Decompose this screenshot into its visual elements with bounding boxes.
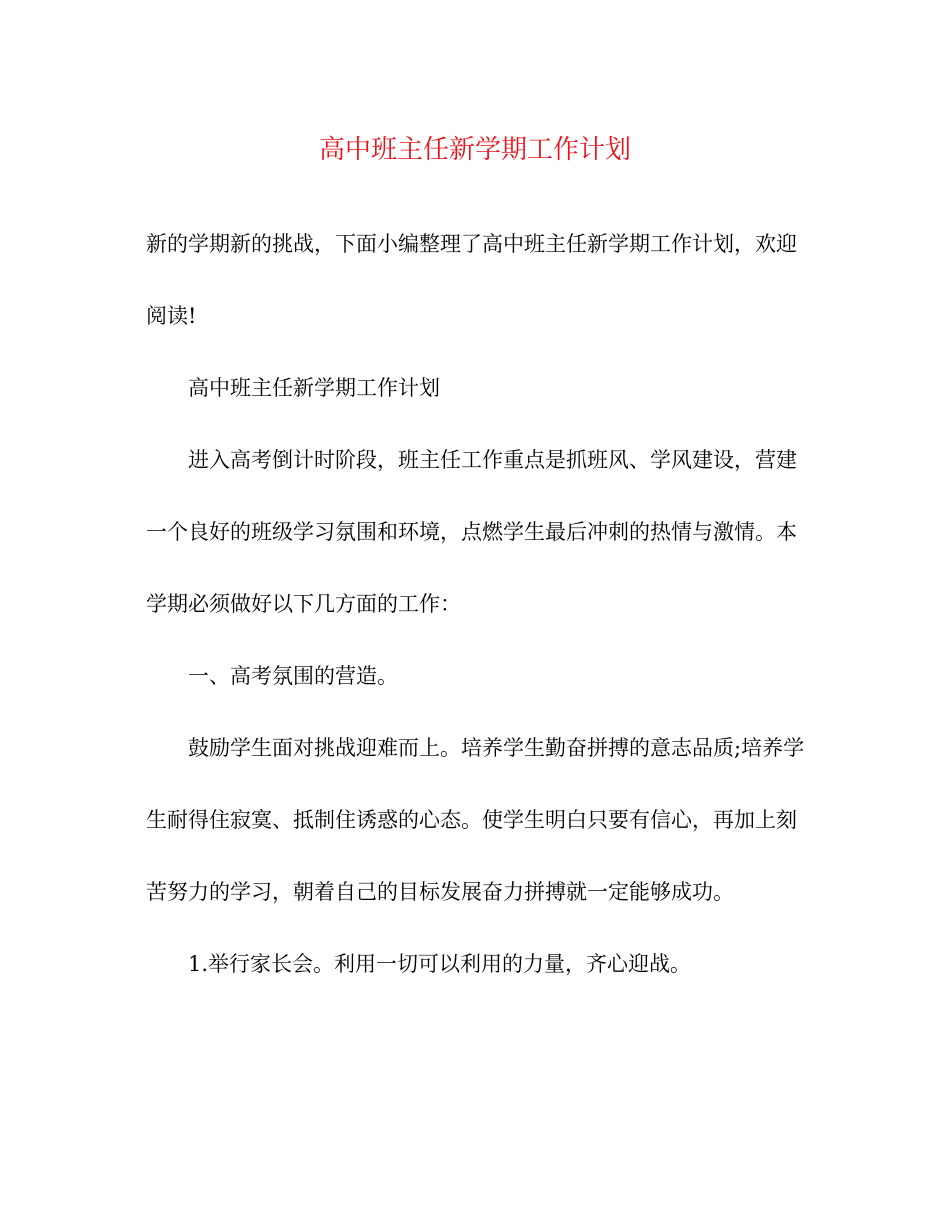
section-heading-1: 一、高考氛围的营造。 (188, 664, 398, 688)
document-body (146, 208, 806, 1000)
paragraph-encouragement: 鼓励学生面对挑战迎难而上。培养学生勤奋拼搏的意志品质;培养学生耐得住寂寞、抵制住诱惑的心态。使学生明白只要有信心，再加上刻苦努力的学习，朝着自己的目标发展奋力拼搏就一定能够成功。 (146, 736, 805, 904)
paragraph-overview: 进入高考倒计时阶段，班主任工作重点是抓班风、学风建设，营建一个良好的班级学习氛围和环境，点燃学生最后冲刺的热情与激情。本学期必须做好以下几方面的工作： (146, 448, 797, 616)
paragraph-subtitle: 高中班主任新学期工作计划 (188, 376, 440, 400)
paragraph-intro: 新的学期新的挑战，下面小编整理了高中班主任新学期工作计划，欢迎阅读! (146, 232, 797, 328)
list-item-1: 1.举行家长会。利用一切可以利用的力量，齐心迎战。 (188, 952, 692, 976)
document-title: 高中班主任新学期工作计划 (318, 135, 631, 165)
